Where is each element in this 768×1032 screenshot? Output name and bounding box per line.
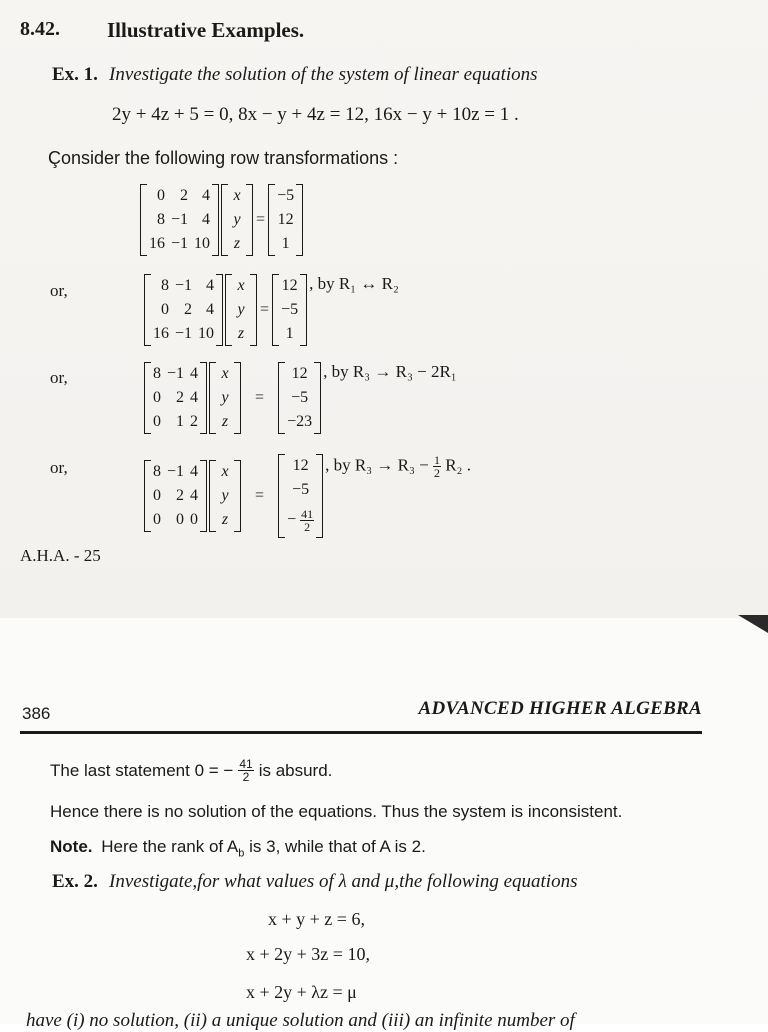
matrix-cell: 4 [206,277,215,294]
transformation-note-2: , by R₃ → R₃ − 2R₁ [323,362,457,381]
matrix-row [150,274,217,298]
matrix-cell: 0 [153,487,161,504]
matrix-cell: 10 [194,235,211,252]
matrix-cell: 2 [180,187,189,204]
matrix-row [150,322,217,346]
matrix-cell: 8 [157,211,165,228]
matrix-cell: 0 [153,413,161,430]
or-label: or, [50,458,68,477]
fraction-denominator: 2 [242,770,250,784]
matrix-row [146,208,213,232]
ex2-equation-3: x + 2y + λz = μ [246,982,357,1002]
variable-cell: y [233,211,241,228]
matrix-cell: −1 [171,211,189,228]
rhs-cell: 12 [292,457,309,474]
note-subscript: b [238,847,245,860]
matrix-cell: 4 [206,301,215,318]
hence-paragraph: Hence there is no solution of the equations. Thus the system is inconsistent. [50,802,623,821]
variable-cell: x [221,463,229,480]
running-head: ADVANCED HIGHER ALGEBRA [418,698,702,719]
transformation-note-1: , by R₁ ↔ R₂ [309,274,399,293]
matrix-equation-0 [140,184,303,256]
note-paragraph [50,837,426,859]
section-title: Illustrative Examples. [107,18,305,42]
coeff-matrix-3 [144,460,207,532]
rhs-cell: 12 [281,277,298,294]
matrix-cell: 0 [153,389,161,406]
ex1-equations: 2y + 4z + 5 = 0, 8x − y + 4z = 12, 16x − y + 10z = 1 . [112,104,519,125]
matrix-cell: 16 [149,235,165,252]
page-number: 386 [22,704,51,723]
var-vector-1 [225,274,257,346]
footer-code: A.H.A. - 25 [20,546,101,565]
matrix-cell: 4 [190,463,199,480]
last-statement-fraction [238,758,253,783]
variable-cell: z [233,235,241,252]
variable-cell: x [233,187,241,204]
or-label: or, [50,368,68,387]
matrix-cell: 16 [153,325,169,342]
rhs-vector-1 [272,274,307,346]
rhs-fraction-numerator: 41 [301,506,314,521]
ex2-label: Ex. 2. [52,871,98,892]
equals-sign: = [260,301,270,318]
last-statement-suffix: is absurd. [258,760,333,780]
rhs-cell: 12 [277,211,294,228]
matrix-cell: −1 [167,463,185,480]
note-fraction-numerator: 1 [433,453,440,467]
consider-text: Çonsider the following row transformations : [48,148,399,168]
var-vector-3 [209,460,241,532]
note-text-2: is 3, while that of A is 2. [244,837,426,856]
note-text: Here the rank of A [101,837,239,856]
matrix-cell: 4 [190,365,199,382]
matrix-row [146,184,213,208]
matrix-cell: 2 [190,413,199,430]
rhs-cell: −5 [292,481,310,498]
matrix-cell: −1 [175,277,193,294]
var-vector-0 [221,184,253,256]
matrix-row [150,508,201,532]
note-label: Note. [50,837,93,856]
var-vector-2 [209,362,241,434]
matrix-cell: 0 [153,511,161,528]
or-label: or, [50,281,68,300]
ex2-trailing-text: have (i) no solution, (ii) a unique solution and (iii) an infinite number of [26,1010,575,1031]
last-statement-prefix: The last statement 0 = − [50,760,234,780]
transformation-note-3-suffix: R₂ . [445,455,471,475]
equals-sign: = [255,487,265,504]
section-number: 8.42. [20,18,60,40]
variable-cell: x [237,277,245,294]
matrix-cell: −1 [171,235,189,252]
ex2-heading [52,871,577,893]
matrix-row [150,484,201,508]
rhs-cell: −5 [277,187,295,204]
matrix-equation-3 [144,454,471,538]
variable-cell: z [237,325,245,342]
matrix-cell: 8 [153,463,161,480]
matrix-row [150,298,217,322]
matrix-cell: 2 [184,301,193,318]
rhs-fraction [300,508,314,533]
rhs-minus-sign: − [287,510,297,528]
matrix-cell: 0 [176,511,185,528]
coeff-matrix-0 [140,184,219,256]
page-corner-shadow [738,615,768,633]
matrix-row [150,362,201,386]
matrix-cell: 4 [190,487,199,504]
rhs-vector-0 [268,184,303,256]
matrix-cell: 8 [153,365,161,382]
header-rule [20,731,702,734]
matrix-cell: 4 [202,187,211,204]
ex2-equation-2: x + 2y + 3z = 10, [246,944,370,964]
variable-cell: x [221,365,229,382]
matrix-cell: 4 [202,211,211,228]
rhs-fraction-denominator: 2 [304,519,311,534]
matrix-cell: 0 [157,187,165,204]
matrix-cell: 0 [190,511,199,528]
variable-cell: y [237,301,245,318]
rhs-fraction-cell [284,502,317,538]
matrix-row [150,410,201,434]
ex1-label: Ex. 1. [52,64,98,85]
transformation-note-3-fraction [433,454,441,479]
rhs-cell: −5 [291,389,309,406]
matrix-cell: 1 [176,413,185,430]
matrix-cell: 0 [161,301,169,318]
rhs-vector-3 [278,454,323,538]
matrix-row [150,460,201,484]
ex1-statement: Investigate the solution of the system of linear equations [109,64,538,85]
ex1-heading [52,64,538,86]
last-statement [50,758,332,783]
variable-cell: z [221,511,229,528]
note-fraction-denominator: 2 [433,466,440,480]
matrix-row [150,386,201,410]
variable-cell: z [221,413,229,430]
rhs-cell: 1 [285,325,294,342]
rhs-cell: 12 [291,365,308,382]
matrix-cell: 4 [190,389,199,406]
equals-sign: = [255,389,265,406]
ex2-statement: Investigate,for what values of λ and μ,the following equations [109,871,578,892]
coeff-matrix-2 [144,362,207,434]
matrix-cell: 2 [176,487,185,504]
fraction-numerator: 41 [239,757,253,771]
rhs-cell: 1 [281,235,290,252]
matrix-cell: 8 [161,277,169,294]
matrix-equation-1 [144,274,399,346]
matrix-equation-2 [144,362,457,434]
matrix-cell: −1 [175,325,193,342]
variable-cell: y [221,389,229,406]
coeff-matrix-1 [144,274,223,346]
variable-cell: y [221,487,229,504]
rhs-cell: −23 [287,413,313,430]
rhs-cell: −5 [281,301,299,318]
matrix-cell: 2 [176,389,185,406]
ex2-equation-1: x + y + z = 6, [268,909,365,929]
matrix-cell: 10 [198,325,215,342]
transformation-note-3-prefix: , by R₃ → R₃ − [325,455,429,475]
equals-sign: = [256,211,266,228]
matrix-cell: −1 [167,365,185,382]
transformation-note-3 [323,454,471,479]
matrix-row [146,232,213,256]
rhs-vector-2 [278,362,321,434]
